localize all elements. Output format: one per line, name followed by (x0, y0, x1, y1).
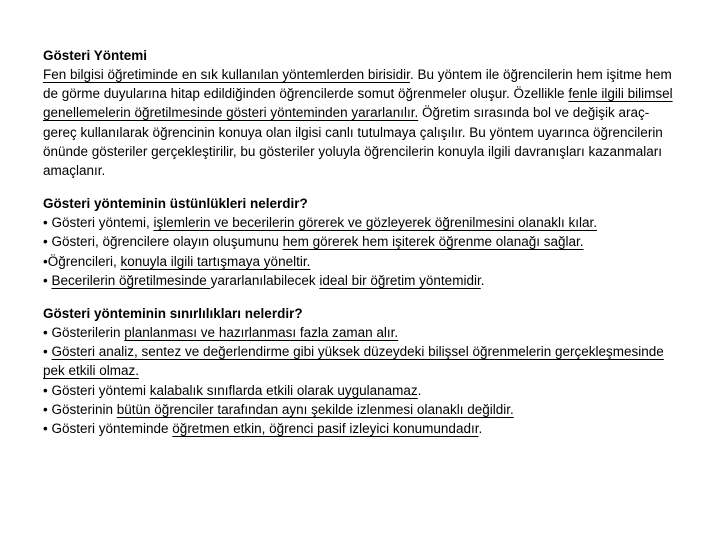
underlined-text: planlanması ve hazırlanması fazla zaman alır. (124, 325, 399, 341)
underlined-text: bütün öğrenciler tarafından aynı şekilde izlenmesi olanaklı değildir. (116, 401, 514, 417)
text-run: yararlanılabilecek (210, 272, 320, 288)
underlined-text: Becerilerin öğretilmesinde (51, 272, 211, 288)
section-heading: Gösteri yönteminin sınırlılıkları nelerdir? (43, 306, 303, 322)
underlined-text: işlemlerin ve becerilerin görerek ve gözleyerek öğrenilmesini olanaklı kılar. (153, 215, 597, 231)
section-gosteri-yontemi (43, 46, 683, 180)
list-item (43, 271, 683, 290)
advantages-list (43, 213, 683, 290)
text-run: • Gösteri yöntemi (43, 382, 150, 398)
text-run: • (43, 272, 52, 288)
underlined-text: ideal bir öğretim yöntemidir (319, 272, 481, 288)
text-run: • Gösteri, öğrencilere olayın oluşumunu (43, 234, 283, 250)
text-run: . (480, 272, 485, 288)
text-run: • Gösteri yönteminde (43, 421, 173, 437)
underlined-text: Fen bilgisi öğretiminde en sık kullanılan yöntemlerden birisidir (43, 67, 410, 82)
section-heading: Gösteri Yöntemi (43, 48, 148, 63)
list-item (43, 419, 683, 438)
underlined-text: kalabalık sınıflarda etkili olarak uygulanamaz (149, 382, 418, 398)
text-run: • Gösteri yöntemi, (43, 215, 154, 231)
limitations-list (43, 323, 683, 438)
list-item (43, 232, 683, 251)
text-run: •Öğrencileri, (43, 253, 121, 269)
underlined-text: Gösteri analiz, sentez ve değerlendirme gibi yüksek düzeydeki bilişsel öğrenmelerin gerçekleşmesinde pek etkili olmaz. (43, 344, 664, 379)
text-run: • Gösterinin (43, 401, 117, 417)
text-run: . Bu yöntem ile öğrencilerin hem işitme hem de görme duyularına hitap edildiğinden öğrencilerde somut öğrenmeler oluşur. Özellikle (43, 67, 672, 102)
list-item (43, 323, 683, 342)
underlined-text: hem görerek hem işiterek öğrenme olanağı sağlar. (282, 234, 584, 250)
list-item (43, 252, 683, 271)
text-run: . (417, 382, 422, 398)
document-page (43, 46, 683, 438)
section-ustunlukler (43, 194, 683, 290)
underlined-text: fenle ilgili bilimsel genellemelerin öğretilmesinde gösteri yönteminden yararlanılır. (43, 86, 673, 121)
section-sinirliliklar (43, 304, 683, 438)
underlined-text: konuyla ilgili tartışmaya yöneltir. (120, 253, 311, 269)
text-run: • Gösterilerin (43, 325, 125, 341)
text-run: Öğretim sırasında bol ve değişik araç-gereç kullanılarak öğrencinin konuya olan ilgisi canlı tutulmaya çalışılır. Bu yöntem uyarınca öğrencilerin önünde gösteriler gerçekleştirilir, bu gösteriler yoluyla öğrencilerin konuyla ilgili davranışları kazanmaları amaçlanır. (43, 105, 663, 179)
text-run: . (478, 421, 483, 437)
underlined-text: öğretmen etkin, öğrenci pasif izleyici konumundadır (172, 421, 479, 437)
text-run: • (43, 344, 52, 360)
list-item (43, 381, 683, 400)
section-heading: Gösteri yönteminin üstünlükleri nelerdir? (43, 196, 308, 212)
list-item (43, 342, 683, 380)
list-item (43, 400, 683, 419)
list-item (43, 213, 683, 232)
intro-paragraph (43, 65, 683, 180)
